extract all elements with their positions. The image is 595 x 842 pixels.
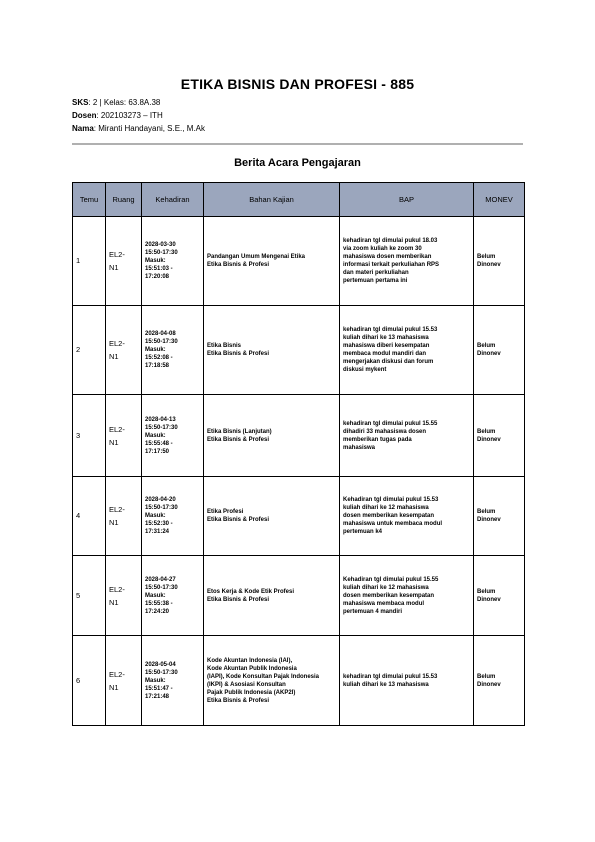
table-row [73, 477, 525, 556]
kehadiran-line: 15:50-17:30 [145, 505, 178, 511]
kehadiran-line: Masuk: [145, 677, 166, 684]
bahan-line: Etika Bisnis & Profesi [207, 436, 270, 443]
bap-line: kuliah dihari ke 12 mahasiswa [343, 505, 429, 511]
bap-line: kehadiran tgl dimulai pukul 15.53 [343, 673, 438, 680]
cell-ruang [106, 556, 142, 636]
dosen-value: : 202103273 – ITH [96, 111, 163, 120]
kehadiran-line: Masuk: [145, 347, 166, 353]
col-header-monev: MONEV [474, 183, 525, 217]
kehadiran-line: Masuk: [145, 513, 166, 519]
kehadiran-line: 2028-04-13 [145, 416, 176, 423]
cell-monev [474, 556, 525, 636]
cell-bap [340, 395, 474, 477]
table-row [73, 556, 525, 636]
monev-line: Belum [477, 343, 496, 349]
table-row [73, 395, 525, 477]
kehadiran-line: 17:20:08 [145, 274, 170, 280]
kehadiran-line: 15:55:48 - [145, 440, 173, 447]
monev-line: Dinonev [477, 681, 501, 688]
cell-temu: 1 [73, 217, 106, 306]
kehadiran-line: 15:51:03 - [145, 266, 173, 272]
kehadiran-line: Masuk: [145, 258, 166, 264]
kehadiran-line: 15:52:30 - [145, 521, 173, 527]
monev-line: Dinonev [477, 517, 501, 523]
bap-line: mahasiswa [343, 444, 376, 451]
bap-line: kehadiran tgl dimulai pukul 15.53 [343, 327, 438, 333]
monev-line: Belum [477, 254, 496, 260]
bap-line: dosen memberikan kesempatan [343, 513, 435, 519]
monev-line: Belum [477, 588, 496, 595]
bahan-line: Etika Bisnis [207, 343, 242, 349]
kehadiran-line: 17:24:20 [145, 608, 170, 615]
cell-bahan-kajian [204, 477, 340, 556]
bap-line: informasi terkait perkuliahan RPS [343, 262, 440, 268]
bahan-line: Etika Bisnis & Profesi [207, 596, 270, 603]
ruang-line: EL2- [109, 669, 125, 679]
bahan-line: Pandangan Umum Mengenai Etika [207, 254, 306, 260]
cell-temu: 6 [73, 636, 106, 726]
col-header-temu: Temu [73, 183, 106, 217]
ruang-line: EL2- [109, 424, 125, 434]
dosen-label: Dosen [72, 111, 97, 120]
kehadiran-line: 17:18:58 [145, 363, 170, 369]
bap-line: kuliah dihari ke 13 mahasiswa [343, 681, 429, 688]
cell-temu: 2 [73, 306, 106, 395]
bap-line: kehadiran tgl dimulai pukul 15.55 [343, 420, 438, 427]
table-header-row [73, 183, 525, 217]
bap-line: via zoom kuliah ke zoom 30 [343, 246, 422, 252]
dosen-line [72, 111, 163, 121]
bap-line: mahasiswa dosen memberikan [343, 254, 432, 260]
kehadiran-line: 2028-05-04 [145, 661, 176, 668]
bap-line: kehadiran tgl dimulai pukul 18.03 [343, 238, 438, 244]
kehadiran-line: Masuk: [145, 432, 166, 439]
bahan-line: Pajak Publik Indonesia (AKP2I) [207, 689, 296, 696]
kehadiran-line: 15:50-17:30 [145, 339, 178, 345]
monev-line: Belum [477, 428, 496, 435]
table-row [73, 217, 525, 306]
header-divider [72, 143, 523, 145]
cell-ruang [106, 306, 142, 395]
monev-line: Belum [477, 509, 496, 515]
kehadiran-line: 15:55:38 - [145, 600, 173, 607]
bahan-line: (IAPI), Kode Konsultan Pajak Indonesia [207, 673, 320, 680]
kehadiran-line: 15:50-17:30 [145, 584, 178, 591]
ruang-line: EL2- [109, 250, 125, 259]
cell-kehadiran [142, 306, 204, 395]
bap-line: kuliah dihari ke 12 mahasiswa [343, 584, 429, 591]
bap-line: dosen memberikan kesempatan [343, 592, 435, 599]
ruang-line: N1 [109, 352, 119, 361]
cell-bahan-kajian [204, 395, 340, 477]
bahan-line: Etika Bisnis & Profesi [207, 351, 270, 357]
bahan-line: Etika Profesi [207, 509, 244, 515]
ruang-line: N1 [109, 518, 119, 527]
kehadiran-line: 15:51:47 - [145, 685, 173, 692]
table-row [73, 636, 525, 726]
ruang-line: N1 [109, 682, 119, 692]
kehadiran-line: 17:17:50 [145, 448, 170, 455]
cell-monev [474, 217, 525, 306]
bap-line: Kehadiran tgl dimulai pukul 15.53 [343, 497, 439, 503]
nama-label: Nama [72, 124, 94, 133]
cell-ruang [106, 217, 142, 306]
cell-bahan-kajian [204, 217, 340, 306]
sks-label: SKS [72, 98, 89, 107]
ruang-line: N1 [109, 437, 119, 447]
bahan-line: Kode Akuntan Publik Indonesia [207, 665, 297, 672]
teaching-log-table [72, 182, 525, 726]
bahan-line: Etika Bisnis & Profesi [207, 262, 270, 268]
monev-line: Dinonev [477, 351, 501, 357]
col-header-bap: BAP [340, 183, 474, 217]
cell-kehadiran [142, 477, 204, 556]
ruang-line: EL2- [109, 339, 125, 348]
cell-kehadiran [142, 395, 204, 477]
kehadiran-line: Masuk: [145, 592, 166, 599]
kehadiran-line: 15:50-17:30 [145, 250, 178, 256]
bap-line: mahasiswa membaca modul [343, 600, 425, 607]
bap-line: pertemuan 4 mandiri [343, 608, 403, 615]
bahan-line: (IKPI) & Asosiasi Konsultan [207, 681, 286, 688]
bap-line: Kehadiran tgl dimulai pukul 15.55 [343, 576, 439, 583]
monev-line: Dinonev [477, 596, 501, 603]
cell-bap [340, 217, 474, 306]
col-header-bahan-kajian: Bahan Kajian [204, 183, 340, 217]
cell-monev [474, 395, 525, 477]
kehadiran-line: 17:21:48 [145, 693, 170, 700]
cell-bap [340, 306, 474, 395]
bahan-line: Kode Akuntan Indonesia (IAI), [207, 657, 293, 664]
cell-monev [474, 306, 525, 395]
ruang-line: N1 [109, 597, 119, 607]
bap-line: dihadiri 33 mahasiswa dosen [343, 428, 427, 435]
cell-bahan-kajian [204, 306, 340, 395]
kehadiran-line: 2028-03-30 [145, 242, 176, 248]
bap-line: dan materi perkuliahan [343, 270, 409, 276]
bap-line: mengerjakan diskusi dan forum [343, 359, 434, 365]
cell-bap [340, 556, 474, 636]
cell-kehadiran [142, 217, 204, 306]
cell-monev [474, 477, 525, 556]
table-row [73, 306, 525, 395]
kehadiran-line: 15:52:08 - [145, 355, 173, 361]
col-header-kehadiran: Kehadiran [142, 183, 204, 217]
ruang-line: N1 [109, 263, 119, 272]
cell-monev [474, 636, 525, 726]
cell-ruang [106, 636, 142, 726]
bap-line: mahasiswa untuk membaca modul [343, 521, 443, 527]
bap-line: mahasiswa diberi kesempatan [343, 343, 430, 349]
bahan-line: Etika Bisnis & Profesi [207, 517, 270, 523]
kehadiran-line: 15:50-17:30 [145, 669, 178, 676]
sks-line [72, 98, 160, 108]
bap-line: membaca modul mandiri dan [343, 351, 427, 357]
page-title: ETIKA BISNIS DAN PROFESI - 885 [180, 76, 415, 92]
nama-value: : Miranti Handayani, S.E., M.Ak [93, 124, 205, 133]
bahan-line: Etika Bisnis (Lanjutan) [207, 428, 272, 435]
bap-line: diskusi mykent [343, 367, 387, 373]
monev-line: Dinonev [477, 436, 501, 443]
bap-line: pertemuan pertama ini [343, 278, 408, 284]
kehadiran-line: 15:50-17:30 [145, 424, 178, 431]
bap-line: kuliah dihari ke 13 mahasiswa [343, 335, 429, 341]
section-title: Berita Acara Pengajaran [234, 157, 361, 169]
cell-ruang [106, 395, 142, 477]
cell-temu: 5 [73, 556, 106, 636]
nama-line [72, 124, 205, 134]
ruang-line: EL2- [109, 584, 125, 594]
cell-temu: 4 [73, 477, 106, 556]
ruang-line: EL2- [109, 505, 125, 514]
cell-kehadiran [142, 556, 204, 636]
cell-kehadiran [142, 636, 204, 726]
sks-value: : 2 | Kelas: 63.8A.38 [88, 98, 161, 107]
col-header-ruang: Ruang [106, 183, 142, 217]
bahan-line: Etika Bisnis & Profesi [207, 697, 270, 704]
kehadiran-line: 2028-04-27 [145, 576, 176, 583]
bap-line: pertemuan k4 [343, 529, 383, 535]
cell-bap [340, 477, 474, 556]
kehadiran-line: 17:31:24 [145, 529, 170, 535]
bahan-line: Etos Kerja & Kode Etik Profesi [207, 588, 295, 595]
monev-line: Belum [477, 673, 496, 680]
cell-bap [340, 636, 474, 726]
monev-line: Dinonev [477, 262, 501, 268]
cell-temu: 3 [73, 395, 106, 477]
kehadiran-line: 2028-04-20 [145, 497, 176, 503]
cell-bahan-kajian [204, 636, 340, 726]
bap-line: memberikan tugas pada [343, 436, 412, 443]
cell-bahan-kajian [204, 556, 340, 636]
kehadiran-line: 2028-04-08 [145, 331, 176, 337]
cell-ruang [106, 477, 142, 556]
